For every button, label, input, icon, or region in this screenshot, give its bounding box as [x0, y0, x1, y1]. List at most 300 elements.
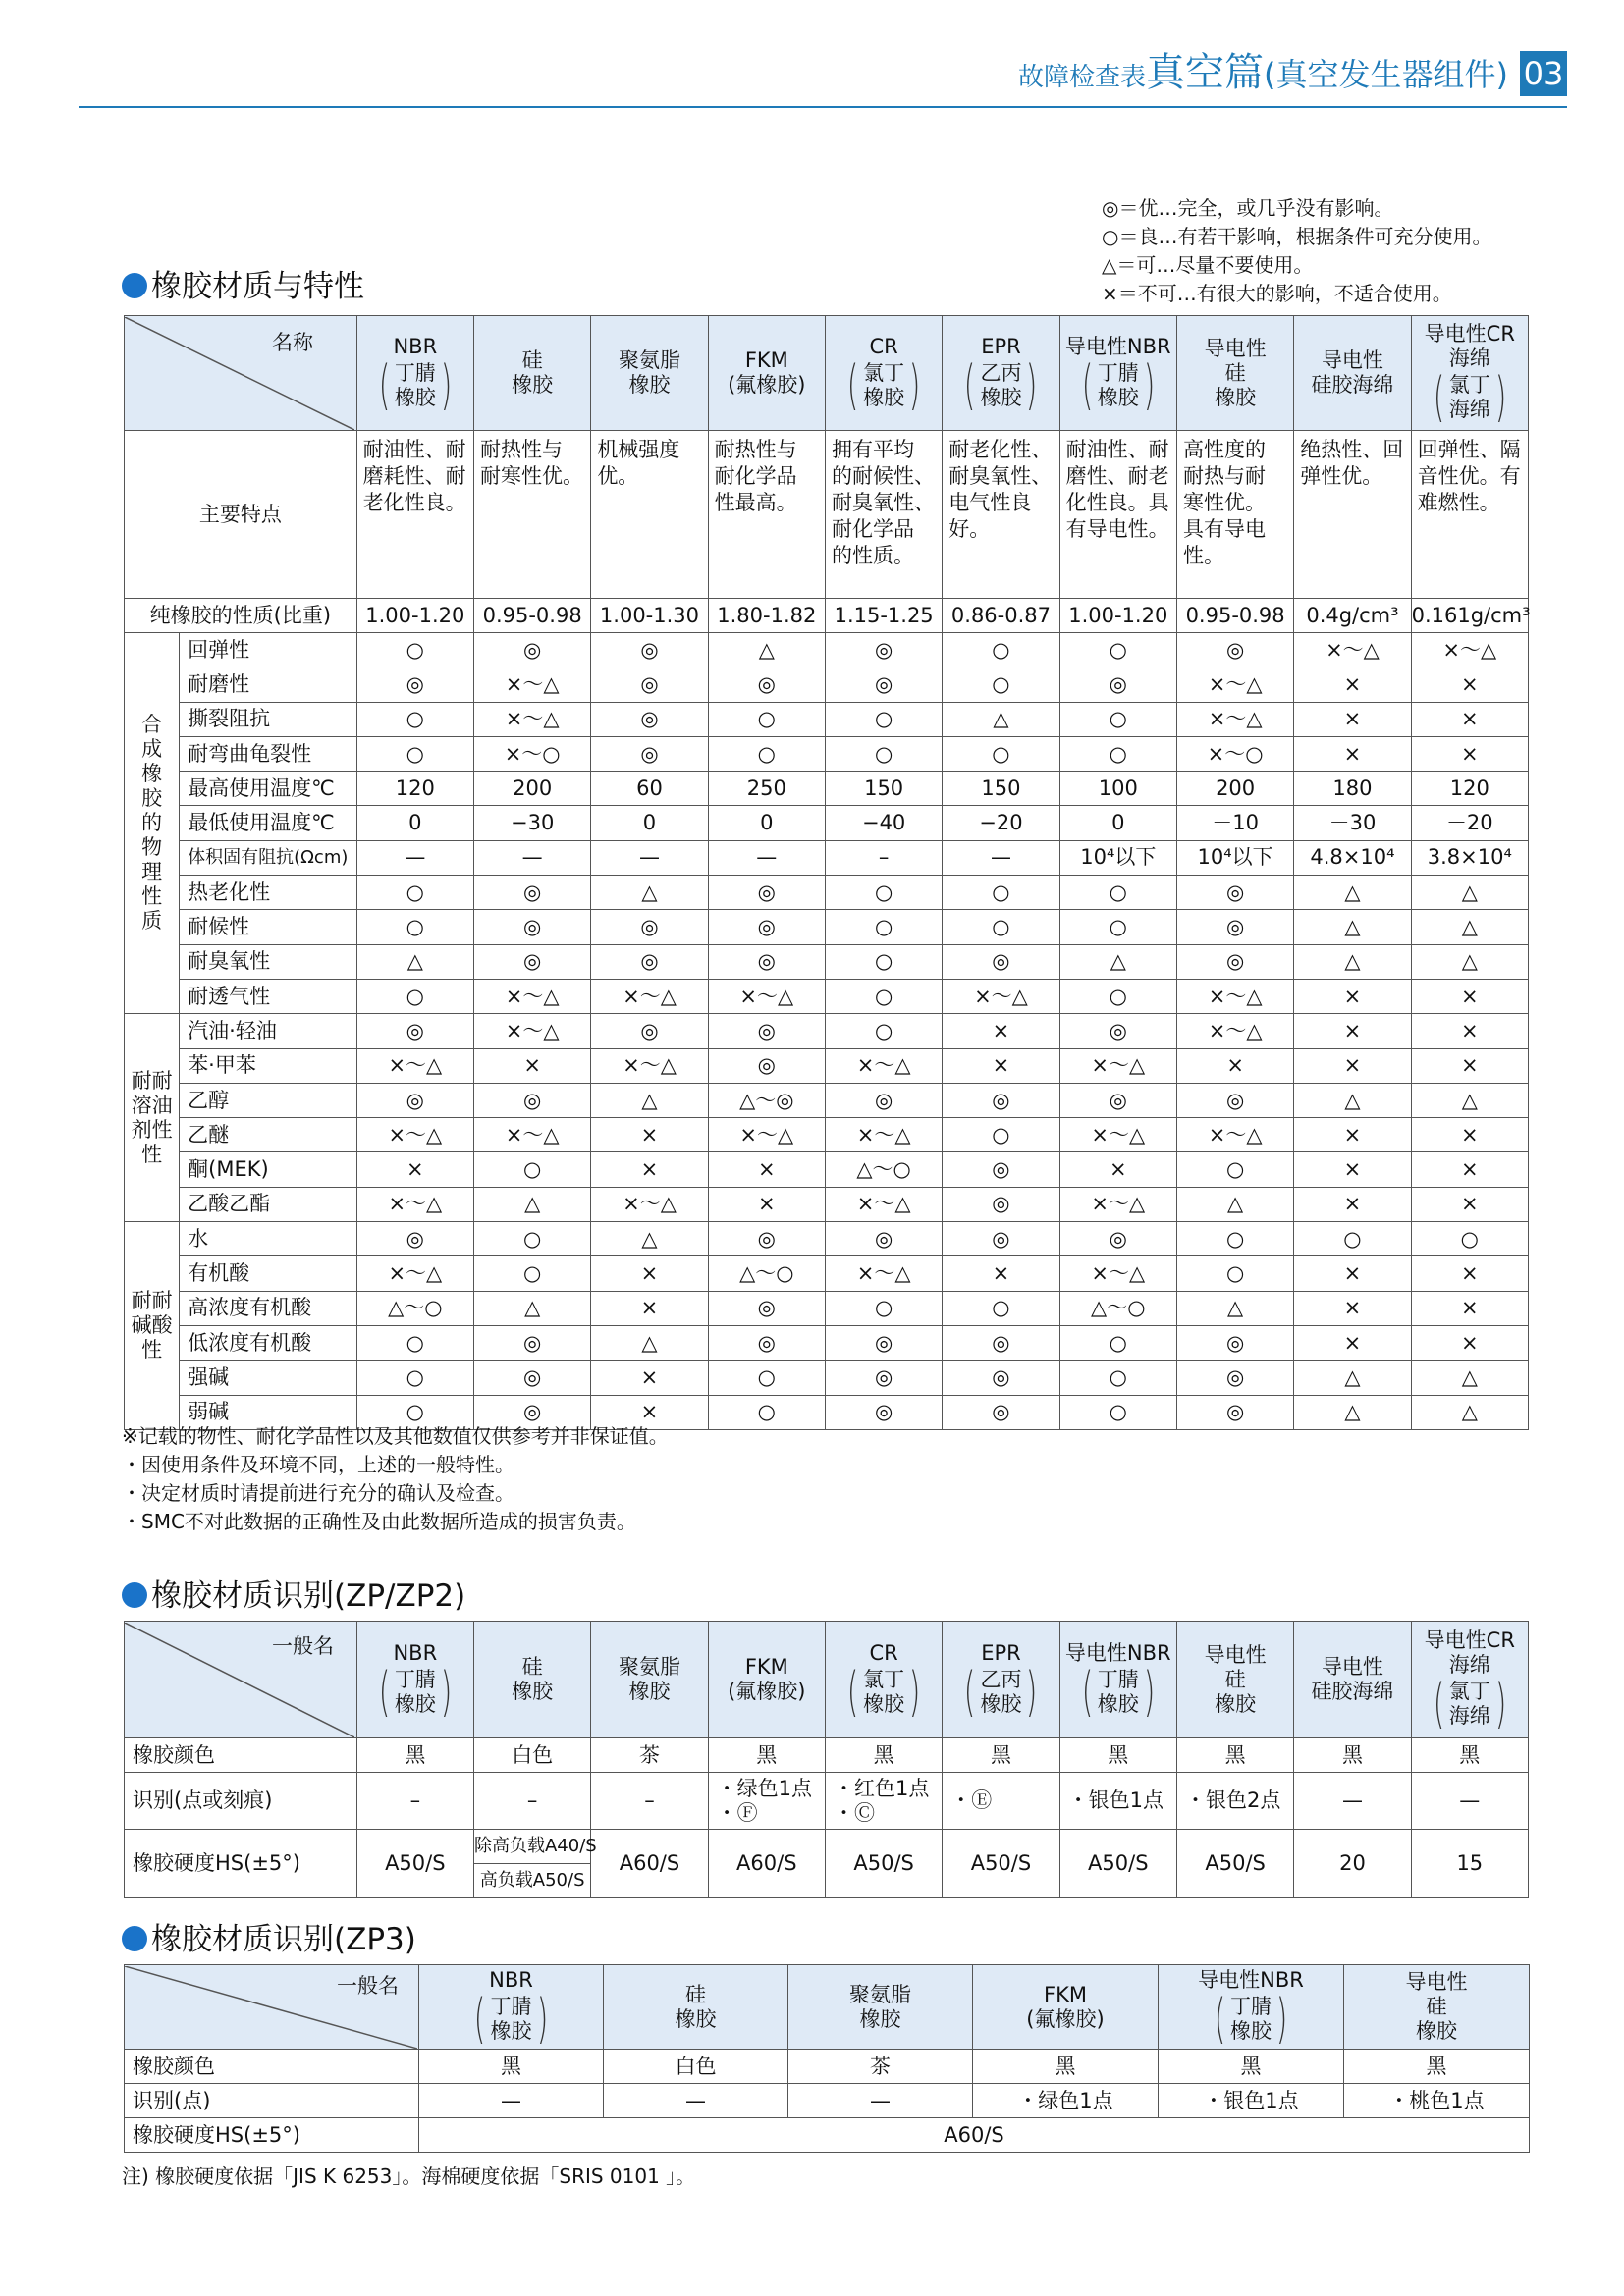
table-cell: ○ [1059, 633, 1176, 667]
table-cell: 0 [591, 806, 708, 840]
table-cell: ×～△ [1176, 979, 1293, 1013]
feature-line: 具有导电 [1182, 517, 1266, 541]
table-cell: ◎ [825, 633, 942, 667]
column-header [1294, 316, 1411, 431]
paren-content [980, 361, 1021, 410]
table-row [125, 1325, 1529, 1360]
table-cell: ×～△ [356, 1256, 473, 1291]
header-line: 橡胶 [980, 385, 1022, 409]
group-label-line: 耐耐 [131, 1288, 173, 1312]
feature-line: 耐油性、耐 [1065, 438, 1169, 461]
header-corner [125, 316, 357, 431]
table-cell: △ [1059, 944, 1176, 979]
header-line: 硅胶海绵 [1311, 1680, 1394, 1703]
group-label-line: 碱酸 [131, 1312, 173, 1337]
header-corner [125, 1622, 357, 1738]
table-cell: 250 [708, 772, 825, 806]
table-cell: ○ [1176, 1222, 1293, 1256]
feature-line: 磨耗性、耐 [362, 464, 466, 488]
table-cell: ◎ [591, 1014, 708, 1048]
row-label: 弱碱 [180, 1395, 357, 1429]
column-header [943, 1622, 1059, 1738]
table-cell: ◎ [473, 1083, 590, 1117]
table-cell: × [1176, 1048, 1293, 1083]
table-cell: × [1411, 1256, 1528, 1291]
paren-group [374, 353, 457, 416]
table-cell: ◎ [1059, 1014, 1176, 1048]
paren-right-icon: ) [1026, 353, 1038, 416]
header-line: 硅 [1224, 360, 1246, 385]
table-cell: △ [356, 944, 473, 979]
table-cell: ×～△ [825, 1256, 942, 1291]
table-cell: △ [1294, 876, 1411, 910]
table-cell: ○ [1059, 702, 1176, 736]
table-cell [473, 1773, 590, 1830]
table-cell: ○ [708, 702, 825, 736]
feature-line: 化性良。具 [1065, 491, 1169, 514]
table-cell: ◎ [591, 736, 708, 771]
table-cell: ×～△ [708, 1118, 825, 1152]
table-cell: ◎ [591, 944, 708, 979]
table-cell: −20 [943, 806, 1059, 840]
table-cell: A60/S [708, 1830, 825, 1898]
header-line: 导电性 [1321, 1655, 1383, 1679]
paren-left-icon: ( [474, 1988, 486, 2050]
header-line: NBR [393, 334, 438, 358]
feature-line: 耐化学品 [831, 517, 914, 541]
paren-right-icon: ) [1143, 1660, 1156, 1723]
feature-line: 磨性、耐老 [1065, 464, 1169, 488]
table-cell: ○ [1059, 736, 1176, 771]
table-cell: ○ [825, 979, 942, 1013]
table-cell: ×～△ [591, 1187, 708, 1221]
table-cell: 0.86-0.87 [943, 599, 1059, 633]
header-line: FKM [744, 1655, 788, 1679]
table-cell: △ [591, 1222, 708, 1256]
table-cell: ○ [1059, 1395, 1176, 1429]
row-label: 水 [180, 1222, 357, 1256]
symbol-legend: ◎＝优…完全，或几乎没有影响。 ○＝良…有若干影响，根据条件可充分使用。 △＝可…尽量不要使用。 ×＝不可…有很大的影响，不适合使用。 [1102, 196, 1492, 305]
table-cell [708, 1773, 825, 1830]
table-cell: ◎ [356, 667, 473, 702]
table-cell: △ [591, 1083, 708, 1117]
table-cell: △ [473, 1187, 590, 1221]
table-cell [473, 1830, 597, 1898]
row-label: 橡胶颜色 [125, 1738, 357, 1773]
table-cell: × [591, 1291, 708, 1325]
table-cell: ◎ [1176, 944, 1293, 979]
group-label [125, 633, 180, 1014]
table-cell: × [708, 1187, 825, 1221]
header-line: 丁腈 [490, 1995, 532, 2018]
table-cell: 0 [356, 806, 473, 840]
paren-left-icon: ( [846, 353, 859, 416]
table-cell: ○ [1059, 876, 1176, 910]
feature-cell [1294, 431, 1411, 599]
paren-left-icon: ( [378, 353, 391, 416]
table-row [125, 599, 1529, 633]
header-line: 橡胶 [628, 1680, 671, 1703]
table-cell: ◎ [825, 667, 942, 702]
table-cell: ◎ [591, 633, 708, 667]
table-cell: 200 [473, 772, 590, 806]
column-header [1411, 1622, 1528, 1738]
row-label: 纯橡胶的性质(比重) [125, 599, 357, 633]
table-cell: △ [1294, 944, 1411, 979]
table-cell: × [1294, 702, 1411, 736]
table-cell: × [1411, 1291, 1528, 1325]
table-cell: 3.8×10⁴ [1411, 840, 1528, 875]
row-label: 苯·甲苯 [180, 1048, 357, 1083]
header-line: 橡胶 [1416, 2019, 1457, 2043]
table-cell: 黑 [1176, 1738, 1293, 1773]
table-cell: ×～△ [473, 979, 590, 1013]
table-cell: ○ [1411, 1222, 1528, 1256]
table-cell: A60/S [419, 2118, 1530, 2153]
table-cell: ◎ [473, 944, 590, 979]
corner-label: 名称 [272, 330, 313, 354]
table-cell: △ [1294, 1395, 1411, 1429]
feature-line: 电气性良 [948, 491, 1032, 514]
table-cell: ◎ [1176, 1361, 1293, 1395]
table-cell: ◎ [473, 1361, 590, 1395]
feature-line: 耐热性与 [479, 438, 563, 461]
paren-content [863, 1668, 904, 1717]
table-cell: ◎ [473, 1325, 590, 1360]
identification-table-zp [124, 1621, 1529, 1898]
feature-line: 老化性良。 [362, 491, 466, 514]
table-cell: △ [1294, 1083, 1411, 1117]
table-cell: ◎ [473, 910, 590, 944]
table-cell: ○ [356, 736, 473, 771]
table-cell: × [1294, 1048, 1411, 1083]
hardness-footnote: 注) 橡胶硬度依据「JIS K 6253」。海棉硬度依据「SRIS 0101 」。 [122, 2164, 696, 2188]
header-title: 故障检查表真空篇(真空发生器组件) [1018, 50, 1508, 95]
header-line: 导电性NBR [1064, 1640, 1171, 1665]
table-row [125, 806, 1529, 840]
table-cell: ×～△ [356, 1048, 473, 1083]
group-label-line: 橡 [141, 762, 163, 786]
corner-box [125, 317, 354, 430]
paren-content [863, 361, 904, 410]
header-line: CR [869, 1640, 898, 1665]
table-cell: ○ [1176, 1256, 1293, 1291]
feature-cell [1059, 431, 1176, 599]
header-line: 硅胶海绵 [1311, 373, 1394, 397]
table-header-row [125, 1622, 1529, 1738]
table-cell: — [419, 2084, 604, 2118]
group-label-line: 理 [141, 860, 163, 884]
header-line: 橡胶 [1230, 2019, 1272, 2043]
table-cell: — [943, 840, 1059, 875]
bullet-icon [122, 1926, 147, 1951]
table-cell: ◎ [943, 1083, 1059, 1117]
header-line: 橡胶 [675, 2006, 717, 2031]
paren-group [959, 353, 1042, 416]
feature-cell [473, 431, 590, 599]
table-row [125, 772, 1529, 806]
table-cell: ◎ [708, 1325, 825, 1360]
table-cell: ◎ [473, 876, 590, 910]
header-line: 橡胶 [1097, 385, 1139, 409]
feature-line: 耐寒性优。 [479, 464, 583, 488]
cell-line: – [526, 1789, 538, 1812]
header-line: 丁腈 [1230, 1995, 1272, 2018]
paren-group [1429, 1673, 1511, 1735]
paren-group [1077, 353, 1160, 416]
table-cell: ◎ [708, 1048, 825, 1083]
table-cell: × [943, 1048, 1059, 1083]
row-label: 最低使用温度℃ [180, 806, 357, 840]
table-cell: × [1294, 1014, 1411, 1048]
header-line: 导电性NBR [1064, 334, 1171, 358]
table-row [125, 1152, 1529, 1187]
table-cell: × [1411, 979, 1528, 1013]
table-cell: 黑 [356, 1738, 473, 1773]
table-cell: 黑 [1159, 2050, 1344, 2084]
table-cell: ◎ [1176, 633, 1293, 667]
table-cell: △ [591, 876, 708, 910]
table-cell: × [1411, 736, 1528, 771]
cell-line: ・Ⓒ [833, 1800, 875, 1825]
feature-line: 难燃性。 [1417, 491, 1500, 514]
bullet-icon [122, 273, 147, 298]
row-label: 耐弯曲龟裂性 [180, 736, 357, 771]
header-line: 丁腈 [1097, 360, 1139, 385]
table-cell: × [708, 1152, 825, 1187]
table-cell: ×～○ [473, 736, 590, 771]
corner-box [125, 1966, 417, 2049]
table-cell: ○ [825, 876, 942, 910]
feature-line: 的性质。 [831, 544, 914, 567]
table-cell: ◎ [943, 1152, 1059, 1187]
column-header [943, 316, 1059, 431]
paren-content [395, 361, 436, 410]
header-line: 导电性 [1204, 1642, 1267, 1667]
header-line: 导电性CR [1424, 1629, 1515, 1652]
table-cell: ○ [943, 633, 1059, 667]
header-line: 导电性 [1204, 336, 1267, 360]
table-cell [1411, 1773, 1528, 1830]
table-cell: × [1294, 667, 1411, 702]
feature-line: 耐臭氧性、 [948, 464, 1053, 488]
table-header-row [125, 316, 1529, 431]
table-cell: 120 [356, 772, 473, 806]
column-header [419, 1965, 604, 2050]
paren-right-icon: ) [908, 353, 921, 416]
table-cell: ○ [825, 1291, 942, 1325]
table-cell: ◎ [591, 910, 708, 944]
header-line: 橡胶 [980, 1691, 1022, 1716]
header-line: 橡胶 [863, 1691, 905, 1716]
row-label: 耐透气性 [180, 979, 357, 1013]
table-cell: 茶 [788, 2050, 973, 2084]
table-cell: ・银色1点 [1159, 2084, 1344, 2118]
table-cell [1176, 1773, 1293, 1830]
table-cell: × [1294, 736, 1411, 771]
column-header [1159, 1965, 1344, 2050]
table-cell: ◎ [943, 1361, 1059, 1395]
table-cell: 4.8×10⁴ [1294, 840, 1411, 875]
table-cell: ×～△ [591, 979, 708, 1013]
row-label: 体积固有阻抗(Ωcm) [180, 840, 357, 875]
header-line: 导电性NBR [1198, 1968, 1304, 1992]
table-cell: ○ [708, 736, 825, 771]
feature-line: 优。 [597, 464, 639, 488]
table-cell: ・绿色1点 [973, 2084, 1159, 2118]
table-cell: △～○ [708, 1256, 825, 1291]
table-row [125, 1014, 1529, 1048]
column-header [591, 1622, 708, 1738]
header-line: 橡胶 [859, 2006, 901, 2031]
table-cell: −40 [825, 806, 942, 840]
header-line: 氯丁 [863, 1667, 905, 1691]
table-cell: A50/S [943, 1830, 1059, 1898]
header-line: 聚氨脂 [618, 1655, 680, 1679]
table-cell: △～○ [356, 1291, 473, 1325]
diagonal-line [125, 317, 354, 430]
header-line: 橡胶 [1215, 385, 1257, 409]
table-cell: −30 [473, 806, 590, 840]
table-cell: × [943, 1014, 1059, 1048]
table-cell: 120 [1411, 772, 1528, 806]
table-cell: ◎ [708, 876, 825, 910]
cell-line: – [644, 1789, 655, 1812]
header-line: 海绵 [1448, 1653, 1490, 1677]
table-cell: ×～△ [1059, 1256, 1176, 1291]
table-cell: ×～△ [473, 702, 590, 736]
header-rule [79, 106, 1567, 108]
table-cell: ○ [943, 1118, 1059, 1152]
table-cell: －10 [1176, 806, 1293, 840]
table-cell: — [604, 2084, 788, 2118]
feature-line: 耐臭氧性、 [831, 491, 935, 514]
column-header [788, 1965, 973, 2050]
table-cell: ○ [708, 1361, 825, 1395]
table-cell: × [1411, 1048, 1528, 1083]
feature-cell [1411, 431, 1528, 599]
paren-content [395, 1668, 436, 1717]
feature-cell [943, 431, 1059, 599]
table-cell: ○ [356, 702, 473, 736]
table-cell: ×～△ [1176, 1118, 1293, 1152]
table-cell: ◎ [943, 1325, 1059, 1360]
table-cell: ×～△ [825, 1048, 942, 1083]
table-row [125, 1773, 1529, 1830]
paren-right-icon: ) [908, 1660, 921, 1723]
table-cell: ◎ [1176, 876, 1293, 910]
table-cell: 180 [1294, 772, 1411, 806]
column-header [356, 316, 473, 431]
table-row [125, 1738, 1529, 1773]
table-cell: ○ [943, 910, 1059, 944]
table-cell: 150 [825, 772, 942, 806]
table-cell: ×～△ [825, 1187, 942, 1221]
table-cell: ◎ [943, 1395, 1059, 1429]
table-cell: ○ [825, 736, 942, 771]
section-title-zp3: 橡胶材质识别(ZP3) [122, 1914, 416, 1958]
table-cell: — [788, 2084, 973, 2118]
table-cell: ×～△ [1176, 702, 1293, 736]
header-line: 橡胶 [628, 373, 671, 397]
table-cell: × [356, 1152, 473, 1187]
table-cell: ×～△ [1294, 633, 1411, 667]
table-cell: 0.4g/cm³ [1294, 599, 1411, 633]
table-cell: × [1411, 1014, 1528, 1048]
header-line: FKM [1044, 1982, 1087, 2006]
table-cell: ◎ [473, 633, 590, 667]
table-cell: ○ [356, 1361, 473, 1395]
table-cell: △ [591, 1325, 708, 1360]
table-row [125, 979, 1529, 1013]
header-line: 氯丁 [1448, 373, 1490, 397]
table-cell: 1.00-1.20 [1059, 599, 1176, 633]
paren-left-icon: ( [1081, 353, 1094, 416]
paren-content [491, 1995, 532, 2044]
table-cell: ○ [825, 944, 942, 979]
paren-content [1449, 373, 1490, 422]
disclaimer-notes: ※记载的物性、耐化学品性以及其他数值仅供参考并非保证值。 ・因使用条件及环境不同，上述的一般特性。 ・决定材质时请提前进行充分的确认及检查。 ・SMC不对此数据的正确性及由此数据所造成的损害负责。 [122, 1424, 669, 1533]
group-label-line: 物 [141, 835, 163, 860]
header-line: 海绵 [1448, 347, 1490, 370]
paren-group [1429, 366, 1511, 428]
header-line: 丁腈 [394, 1667, 436, 1691]
table-cell: × [1294, 1187, 1411, 1221]
table-cell: ×～△ [1411, 633, 1528, 667]
feature-line: 的耐候性、 [831, 464, 935, 488]
feature-line: 好。 [948, 517, 991, 541]
column-header [1176, 316, 1293, 431]
table-cell: ◎ [825, 1395, 942, 1429]
group-label [125, 1014, 180, 1222]
corner-label: 一般名 [337, 1973, 399, 1998]
table-cell: △ [1411, 944, 1528, 979]
table-cell: ○ [1059, 910, 1176, 944]
table-cell [356, 1773, 473, 1830]
row-label: 耐臭氧性 [180, 944, 357, 979]
table-cell: －30 [1294, 806, 1411, 840]
table-cell: ・桃色1点 [1344, 2084, 1530, 2118]
paren-group [374, 1660, 457, 1723]
table-cell: ×～△ [1059, 1118, 1176, 1152]
table-row [125, 876, 1529, 910]
header-line: 硅 [685, 1982, 706, 2006]
table-cell: △ [1176, 1187, 1293, 1221]
table-cell: 150 [943, 772, 1059, 806]
feature-line: 弹性优。 [1300, 464, 1383, 488]
table-cell: ○ [356, 979, 473, 1013]
header-line: 橡胶 [1215, 1691, 1257, 1716]
table-cell [591, 1773, 708, 1830]
table-cell: – [825, 840, 942, 875]
table-row [125, 2050, 1530, 2084]
page-header [79, 43, 1567, 108]
table-cell: A60/S [591, 1830, 708, 1898]
column-header [473, 1622, 590, 1738]
paren-content [1230, 1995, 1272, 2044]
table-cell: ◎ [1059, 667, 1176, 702]
header-line: CR [869, 334, 898, 358]
table-cell: 黑 [1294, 1738, 1411, 1773]
header-line: 橡胶 [512, 1680, 554, 1703]
table-cell: ○ [473, 1222, 590, 1256]
feature-line: 性最高。 [714, 491, 797, 514]
paren-left-icon: ( [1433, 1673, 1445, 1735]
group-label-line: 的 [141, 811, 163, 835]
table-cell: ×～△ [1176, 1014, 1293, 1048]
table-cell: 白色 [604, 2050, 788, 2084]
feature-cell [1176, 431, 1293, 599]
